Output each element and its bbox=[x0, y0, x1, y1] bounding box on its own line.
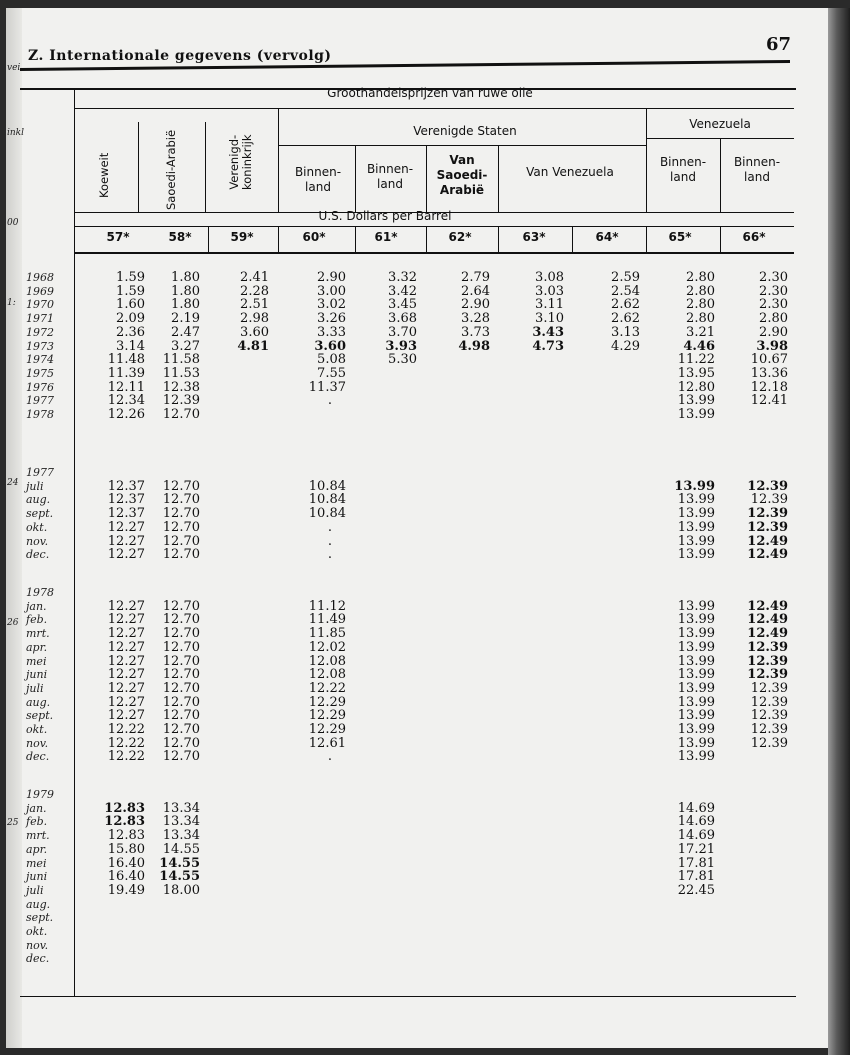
table-cell: 13.36 bbox=[750, 365, 788, 381]
colnum-divider bbox=[355, 226, 356, 252]
table-cell: 3.32 bbox=[388, 270, 417, 285]
table-cell: 3.70 bbox=[388, 324, 417, 340]
table-cell: 12.39 bbox=[747, 519, 788, 535]
table-cell: 13.99 bbox=[677, 694, 715, 710]
table-cell: 12.49 bbox=[747, 533, 788, 549]
row-label: juli bbox=[26, 681, 44, 695]
table-cell: 2.19 bbox=[171, 311, 200, 327]
row-label: 1975 bbox=[26, 366, 54, 380]
row-label: 1969 bbox=[26, 284, 54, 298]
table-cell: 12.70 bbox=[162, 653, 200, 669]
table-cell: 2.64 bbox=[461, 283, 490, 299]
colnum-64: 64* bbox=[595, 230, 619, 244]
col-divider bbox=[138, 122, 139, 212]
table-cell: 12.70 bbox=[162, 626, 200, 642]
table-cell: 2.90 bbox=[317, 270, 346, 285]
table-cell: 12.49 bbox=[747, 626, 788, 642]
row-label: 1971 bbox=[26, 312, 54, 326]
colnum-rule-bottom bbox=[74, 252, 794, 254]
colnum-divider bbox=[572, 226, 573, 252]
table-cell: 13.99 bbox=[677, 519, 715, 535]
table-cell: 17.21 bbox=[677, 841, 715, 857]
table-cell: 22.45 bbox=[677, 882, 715, 898]
table-cell: 5.30 bbox=[388, 352, 417, 368]
table-cell: 12.39 bbox=[750, 708, 788, 724]
table-cell: 3.26 bbox=[317, 311, 346, 327]
row-label: juni bbox=[26, 668, 48, 682]
table-cell: 11.22 bbox=[677, 352, 715, 368]
table-cell: 3.42 bbox=[388, 283, 417, 299]
table-cell: 12.27 bbox=[107, 533, 145, 549]
row-label: 1978 bbox=[26, 408, 54, 421]
table-cell: 12.83 bbox=[104, 800, 145, 816]
table-cell: 2.51 bbox=[240, 297, 269, 313]
row-label: aug. bbox=[26, 695, 51, 709]
table-cell: 13.99 bbox=[677, 708, 715, 724]
table-cell: 2.90 bbox=[759, 324, 788, 340]
colnum-57: 57* bbox=[106, 230, 130, 244]
table-cell: 2.28 bbox=[240, 283, 269, 299]
header-text: Internationale gegevens (vervolg) bbox=[49, 48, 332, 64]
table-cell: 3.08 bbox=[535, 270, 564, 285]
table-cell: 12.39 bbox=[750, 735, 788, 751]
table-cell: 14.69 bbox=[677, 828, 715, 844]
table-cell: 12.70 bbox=[162, 533, 200, 549]
table-cell: 12.70 bbox=[162, 749, 200, 765]
table-cell: 2.47 bbox=[171, 324, 200, 340]
table-cell: 14.69 bbox=[677, 814, 715, 830]
col-61-label: Binnen- land bbox=[366, 162, 414, 191]
table-cell: 12.29 bbox=[308, 694, 346, 710]
col-divider bbox=[205, 122, 206, 212]
table-cell: 12.80 bbox=[677, 379, 715, 395]
unit-label: U.S. Dollars per Barrel bbox=[318, 209, 452, 223]
row-label: sept. bbox=[26, 911, 54, 925]
table-cell: 12.70 bbox=[162, 407, 200, 422]
table-cell: 10.67 bbox=[750, 352, 788, 368]
table-cell: 3.93 bbox=[385, 338, 417, 354]
row-label: 1973 bbox=[26, 339, 54, 353]
table-cell: 3.98 bbox=[756, 338, 788, 354]
table-cell: 12.22 bbox=[107, 722, 145, 737]
table-cell: 12.49 bbox=[747, 612, 788, 628]
row-label: aug. bbox=[26, 897, 51, 911]
col-verenigd-koninkrijk-label: Verenigd- koninkrijk bbox=[227, 134, 254, 190]
table-cell: 12.27 bbox=[107, 612, 145, 628]
colnum-62: 62* bbox=[448, 230, 472, 244]
table-title: Groothandelsprijzen van ruwe olie bbox=[327, 86, 533, 100]
table-cell: 2.30 bbox=[759, 270, 788, 285]
colnum-divider bbox=[498, 226, 499, 252]
col-divider bbox=[355, 145, 356, 212]
table-cell: 12.61 bbox=[308, 735, 346, 751]
table-cell: 3.73 bbox=[461, 324, 490, 340]
table-cell: 13.99 bbox=[677, 735, 715, 751]
left-table-border bbox=[74, 90, 75, 996]
colnum-66: 66* bbox=[742, 230, 766, 244]
page-number: 67 bbox=[766, 34, 792, 55]
bottom-rule bbox=[20, 996, 796, 997]
table-cell: 11.48 bbox=[107, 352, 145, 368]
col-saoedi-arabie-label: Saoedi-Arabië bbox=[164, 129, 178, 210]
group-venezuela: Venezuela bbox=[689, 117, 751, 131]
table-cell: 5.08 bbox=[317, 352, 346, 368]
table-cell: 3.02 bbox=[317, 297, 346, 313]
table-cell: 12.29 bbox=[308, 708, 346, 724]
table-cell: 12.22 bbox=[107, 735, 145, 751]
table-cell: 2.79 bbox=[461, 270, 490, 285]
row-label: sept. bbox=[26, 507, 54, 521]
table-cell: 3.03 bbox=[535, 283, 564, 299]
table-cell: 13.99 bbox=[677, 393, 715, 409]
table-cell: 2.62 bbox=[611, 311, 640, 327]
table-cell: 12.41 bbox=[750, 393, 788, 409]
table-cell: 3.28 bbox=[461, 311, 490, 327]
col-63-64-label: Van Venezuela bbox=[526, 165, 614, 179]
col-divider bbox=[426, 145, 427, 212]
colnum-63: 63* bbox=[522, 230, 546, 244]
table-cell: 12.39 bbox=[747, 653, 788, 669]
table-cell: 4.98 bbox=[458, 338, 490, 354]
table-cell: 4.46 bbox=[683, 338, 715, 354]
row-label: juni bbox=[26, 870, 48, 884]
table-cell: 11.39 bbox=[107, 365, 145, 381]
us-group-rule bbox=[278, 145, 646, 146]
table-cell: 13.99 bbox=[677, 626, 715, 642]
table-cell: 2.80 bbox=[759, 311, 788, 327]
table-cell: 4.29 bbox=[611, 338, 640, 354]
table-cell: 3.33 bbox=[317, 324, 346, 340]
table-cell: 12.70 bbox=[162, 735, 200, 751]
table-cell: 1.80 bbox=[171, 283, 200, 299]
colnum-58: 58* bbox=[168, 230, 192, 244]
table-cell: 3.45 bbox=[388, 297, 417, 313]
table-cell: 1.59 bbox=[116, 283, 145, 299]
table-cell: 13.99 bbox=[677, 680, 715, 696]
table-cell: 2.41 bbox=[240, 270, 269, 285]
table-cell: 12.38 bbox=[162, 379, 200, 395]
row-label: juli bbox=[26, 883, 44, 897]
table-cell: 7.55 bbox=[317, 365, 346, 381]
table-cell: 12.70 bbox=[162, 667, 200, 683]
table-cell: 11.85 bbox=[308, 626, 346, 642]
table-cell: 13.99 bbox=[674, 478, 715, 494]
table-cell: 12.27 bbox=[107, 598, 145, 614]
table-cell: 12.70 bbox=[162, 680, 200, 696]
table-cell: 12.70 bbox=[162, 547, 200, 563]
table-cell: 12.22 bbox=[107, 749, 145, 765]
colnum-divider bbox=[720, 226, 721, 252]
table-cell: 13.34 bbox=[162, 800, 200, 816]
table-cell: 12.70 bbox=[162, 708, 200, 724]
colnum-59: 59* bbox=[230, 230, 254, 244]
table-cell: 3.27 bbox=[171, 338, 200, 354]
row-label: nov. bbox=[26, 736, 49, 750]
row-label: mei bbox=[26, 856, 47, 870]
header-prefix: Z. bbox=[28, 48, 44, 64]
table-cell: 13.34 bbox=[162, 828, 200, 844]
row-label: 1970 bbox=[26, 298, 54, 312]
table-cell: 3.43 bbox=[532, 324, 564, 340]
table-cell: . bbox=[327, 393, 332, 409]
table-cell: 12.08 bbox=[308, 667, 346, 683]
table-cell: 13.34 bbox=[162, 814, 200, 830]
table-cell: 12.27 bbox=[107, 639, 145, 655]
table-cell: 2.36 bbox=[116, 324, 145, 340]
table-cell: 12.70 bbox=[162, 598, 200, 614]
page-header-title bbox=[28, 48, 332, 64]
col-divider bbox=[720, 138, 721, 212]
table-cell: 11.12 bbox=[308, 598, 346, 614]
table-cell: 12.39 bbox=[747, 478, 788, 494]
colnum-divider bbox=[208, 226, 209, 252]
adjacent-page-edge: vei inkl 00 1: 24 26 25 bbox=[6, 8, 22, 1048]
table-cell: 12.02 bbox=[308, 639, 346, 655]
table-cell: 13.99 bbox=[677, 547, 715, 563]
row-label: mei bbox=[26, 654, 47, 668]
colnum-65: 65* bbox=[668, 230, 692, 244]
table-cell: 1.59 bbox=[116, 270, 145, 285]
table-cell: 13.99 bbox=[677, 612, 715, 628]
table-cell: 2.80 bbox=[686, 297, 715, 313]
row-label: nov. bbox=[26, 938, 49, 952]
table-cell: 12.27 bbox=[107, 519, 145, 535]
table-cell: 13.99 bbox=[677, 492, 715, 508]
table-cell: 3.11 bbox=[535, 297, 564, 313]
row-label: juli bbox=[26, 479, 44, 493]
table-cell: 2.09 bbox=[116, 311, 145, 327]
row-label: okt. bbox=[26, 520, 48, 534]
table-cell: 17.81 bbox=[677, 869, 715, 885]
table-cell: 12.49 bbox=[747, 598, 788, 614]
table-cell: 18.00 bbox=[162, 882, 200, 898]
table-cell: 12.70 bbox=[162, 492, 200, 508]
table-cell: 15.80 bbox=[107, 841, 145, 857]
col-66-label: Binnen- land bbox=[733, 155, 781, 184]
table-cell: 10.84 bbox=[308, 506, 346, 522]
table-cell: 14.55 bbox=[159, 869, 200, 885]
table-cell: 10.84 bbox=[308, 478, 346, 494]
table-cell: 2.54 bbox=[611, 283, 640, 299]
row-label: mrt. bbox=[26, 627, 50, 641]
col-65-label: Binnen- land bbox=[659, 155, 707, 184]
table-cell: 12.08 bbox=[308, 653, 346, 669]
table-cell: 3.10 bbox=[535, 311, 564, 327]
table-cell: 3.21 bbox=[686, 324, 715, 340]
table-cell: 12.70 bbox=[162, 519, 200, 535]
row-label: apr. bbox=[26, 640, 48, 654]
table-cell: 2.90 bbox=[461, 297, 490, 313]
table-cell: 2.98 bbox=[240, 311, 269, 327]
table-cell: 12.39 bbox=[750, 492, 788, 508]
table-cell: 13.99 bbox=[677, 407, 715, 422]
table-cell: 1.60 bbox=[116, 297, 145, 313]
row-label: jan. bbox=[26, 599, 47, 613]
row-label: 1974 bbox=[26, 353, 54, 367]
table-cell: 12.37 bbox=[107, 478, 145, 494]
table-cell: 3.00 bbox=[317, 283, 346, 299]
table-cell: 12.29 bbox=[308, 722, 346, 737]
row-label: feb. bbox=[26, 613, 48, 627]
row-label: okt. bbox=[26, 723, 48, 736]
col-60-label: Binnen- land bbox=[294, 165, 342, 194]
table-cell: 3.60 bbox=[240, 324, 269, 340]
table-cell: 10.84 bbox=[308, 492, 346, 508]
table-cell: . bbox=[327, 749, 332, 765]
colnum-divider bbox=[426, 226, 427, 252]
row-label: apr. bbox=[26, 842, 48, 856]
colnum-60: 60* bbox=[302, 230, 326, 244]
table-cell: 12.39 bbox=[750, 680, 788, 696]
table-cell: 12.27 bbox=[107, 680, 145, 696]
table-cell: 2.30 bbox=[759, 297, 788, 313]
table-cell: 12.39 bbox=[750, 694, 788, 710]
colnum-divider bbox=[278, 226, 279, 252]
row-label: 1977 bbox=[26, 394, 54, 408]
table-cell: 17.81 bbox=[677, 855, 715, 871]
table-cell: 12.83 bbox=[104, 814, 145, 830]
table-cell: 12.37 bbox=[107, 492, 145, 508]
table-cell: 13.99 bbox=[677, 722, 715, 737]
table-cell: 12.70 bbox=[162, 694, 200, 710]
table-cell: 13.99 bbox=[677, 639, 715, 655]
table-cell: 16.40 bbox=[107, 855, 145, 871]
table-cell: 2.80 bbox=[686, 283, 715, 299]
table-cell: 11.53 bbox=[162, 365, 200, 381]
table-cell: 4.81 bbox=[237, 338, 269, 354]
table-cell: 3.60 bbox=[314, 338, 346, 354]
col-62-label: Van Saoedi- Arabië bbox=[436, 153, 488, 197]
table-cell: 2.59 bbox=[611, 270, 640, 285]
table-cell: 12.26 bbox=[107, 407, 145, 422]
row-label: mrt. bbox=[26, 829, 50, 843]
table-cell: 3.13 bbox=[611, 324, 640, 340]
row-label: sept. bbox=[26, 709, 54, 723]
table-cell: 12.27 bbox=[107, 667, 145, 683]
row-label: dec. bbox=[26, 750, 50, 764]
table-cell: 12.37 bbox=[107, 506, 145, 522]
table-cell: 12.39 bbox=[747, 667, 788, 683]
table-cell: 12.34 bbox=[107, 393, 145, 409]
table-cell: 13.99 bbox=[677, 506, 715, 522]
year-label: 1978 bbox=[26, 586, 54, 599]
table-cell: 2.62 bbox=[611, 297, 640, 313]
table-cell: 16.40 bbox=[107, 869, 145, 885]
table-cell: 1.80 bbox=[171, 270, 200, 285]
row-label: dec. bbox=[26, 548, 50, 562]
table-cell: 12.70 bbox=[162, 722, 200, 737]
year-label: 1977 bbox=[26, 466, 54, 479]
table-cell: 13.99 bbox=[677, 598, 715, 614]
row-label: aug. bbox=[26, 493, 51, 507]
table-cell: 14.69 bbox=[677, 800, 715, 816]
col-divider bbox=[278, 108, 279, 212]
row-label: 1968 bbox=[26, 271, 54, 284]
row-label: dec. bbox=[26, 952, 50, 966]
row-label: jan. bbox=[26, 801, 47, 815]
table-cell: 1.80 bbox=[171, 297, 200, 313]
heading-rule-1 bbox=[74, 108, 794, 109]
book-binding-edge bbox=[828, 8, 850, 1055]
table-cell: 12.27 bbox=[107, 626, 145, 642]
table-cell: 12.27 bbox=[107, 653, 145, 669]
table-cell: 3.14 bbox=[116, 338, 145, 354]
table-cell: 3.68 bbox=[388, 311, 417, 327]
table-cell: . bbox=[327, 533, 332, 549]
row-label: okt. bbox=[26, 925, 48, 938]
table-cell: 12.39 bbox=[750, 722, 788, 737]
year-label: 1979 bbox=[26, 788, 54, 801]
table-cell: 12.39 bbox=[747, 639, 788, 655]
table-cell: 2.30 bbox=[759, 283, 788, 299]
table-cell: 14.55 bbox=[162, 841, 200, 857]
row-label: 1976 bbox=[26, 380, 54, 394]
table-cell: 11.49 bbox=[308, 612, 346, 628]
table-cell: 12.39 bbox=[747, 506, 788, 522]
table-cell: 13.99 bbox=[677, 667, 715, 683]
table-cell: 12.70 bbox=[162, 612, 200, 628]
row-label: 1972 bbox=[26, 325, 54, 339]
table-cell: . bbox=[327, 519, 332, 535]
table-cell: 12.18 bbox=[750, 379, 788, 395]
table-cell: 12.11 bbox=[107, 379, 145, 395]
group-verenigde-staten: Verenigde Staten bbox=[413, 124, 517, 138]
colnum-61: 61* bbox=[374, 230, 398, 244]
table-cell: 4.73 bbox=[532, 338, 564, 354]
table-cell: 12.70 bbox=[162, 506, 200, 522]
table-cell: 12.22 bbox=[308, 680, 346, 696]
table-cell: 12.70 bbox=[162, 639, 200, 655]
table-cell: 12.27 bbox=[107, 708, 145, 724]
table-cell: 12.27 bbox=[107, 694, 145, 710]
table-cell: 13.99 bbox=[677, 533, 715, 549]
col-koeweit-label: Koeweit bbox=[97, 152, 111, 198]
table-cell: 12.39 bbox=[162, 393, 200, 409]
table-cell: 13.99 bbox=[677, 749, 715, 765]
table-cell: 2.80 bbox=[686, 270, 715, 285]
row-label: nov. bbox=[26, 534, 49, 548]
table-cell: . bbox=[327, 547, 332, 563]
table-cell: 11.58 bbox=[162, 352, 200, 368]
table-cell: 12.70 bbox=[162, 478, 200, 494]
table-cell: 19.49 bbox=[107, 882, 145, 898]
table-cell: 14.55 bbox=[159, 855, 200, 871]
table-cell: 11.37 bbox=[308, 379, 346, 395]
row-label: feb. bbox=[26, 815, 48, 829]
col-divider bbox=[498, 145, 499, 212]
table-cell: 12.49 bbox=[747, 547, 788, 563]
table-cell: 13.95 bbox=[677, 365, 715, 381]
table-cell: 13.99 bbox=[677, 653, 715, 669]
colnum-divider bbox=[646, 226, 647, 252]
colnum-rule-top bbox=[74, 226, 794, 227]
table-cell: 2.80 bbox=[686, 311, 715, 327]
table-cell: 12.83 bbox=[107, 828, 145, 844]
table-cell: 12.27 bbox=[107, 547, 145, 563]
col-divider bbox=[646, 108, 647, 212]
